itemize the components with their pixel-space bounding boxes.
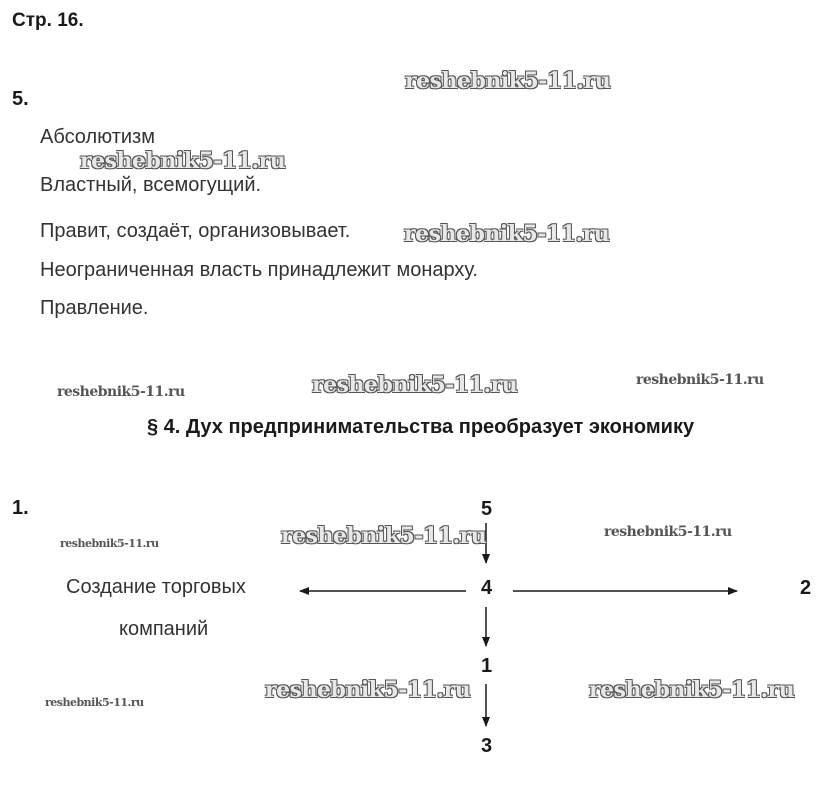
watermark: reshebnik5-11.ru: [60, 537, 159, 550]
watermark: reshebnik5-11.ru: [57, 384, 185, 400]
watermark: reshebnik5-11.ru: [636, 372, 764, 388]
task5-line-1: Абсолютизм: [40, 126, 155, 148]
diagram-node-center: 4: [481, 577, 493, 599]
watermark: reshebnik5-11.ru: [589, 677, 795, 703]
watermark: reshebnik5-11.ru: [405, 68, 611, 94]
task5-line-5: Правление.: [40, 297, 149, 319]
task5-line-4: Неограниченная власть принадлежит монарху.: [40, 259, 478, 281]
task5-number: 5.: [12, 88, 29, 110]
watermark: reshebnik5-11.ru: [312, 372, 518, 398]
diagram-node-left-line2: компаний: [119, 618, 209, 640]
diagram-node-top: 5: [481, 498, 493, 520]
diagram-node-left-line1: Создание торговых: [66, 576, 246, 598]
page-header: Стр. 16.: [12, 10, 84, 31]
watermark: reshebnik5-11.ru: [80, 148, 286, 174]
watermark: reshebnik5-11.ru: [281, 523, 487, 549]
task1-number: 1.: [12, 497, 29, 519]
watermark: reshebnik5-11.ru: [604, 524, 732, 540]
task5-line-3: Правит, создаёт, организовывает.: [40, 220, 351, 242]
diagram-node-below1: 1: [481, 655, 493, 677]
watermark: reshebnik5-11.ru: [404, 221, 610, 247]
diagram-node-below2: 3: [481, 735, 493, 757]
task5-line-2: Властный, всемогущий.: [40, 174, 262, 196]
diagram-node-right: 2: [800, 577, 812, 599]
watermark: reshebnik5-11.ru: [265, 677, 471, 703]
section-title: § 4. Дух предпринимательства преобразует экономику: [147, 416, 695, 438]
watermark: reshebnik5-11.ru: [45, 696, 144, 709]
